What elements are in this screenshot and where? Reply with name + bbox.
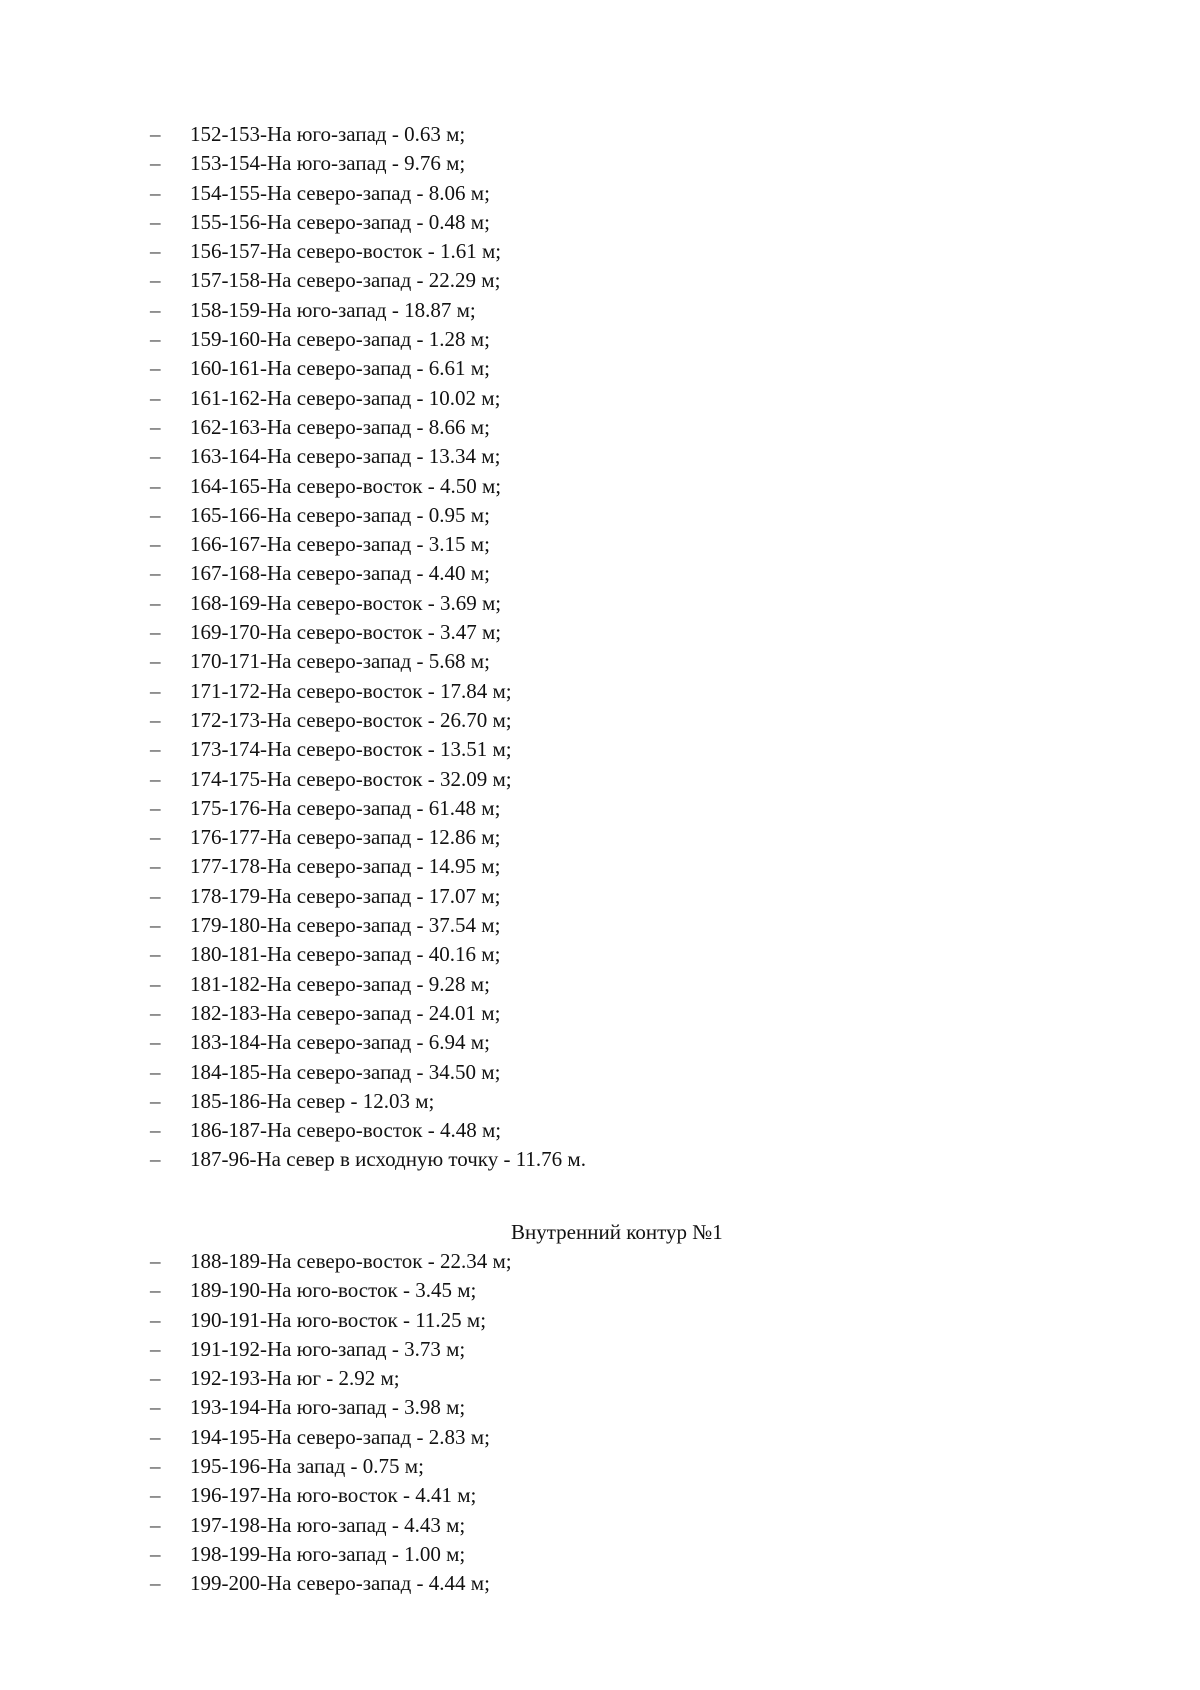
- bullet-dash: –: [150, 1030, 161, 1055]
- bullet-dash: –: [150, 1483, 161, 1508]
- list-item: [0, 472, 1200, 501]
- list-item: [0, 179, 1200, 208]
- list-item-text: 156-157-На северо-восток - 1.61 м;: [190, 239, 502, 264]
- bullet-dash: –: [150, 297, 161, 322]
- list-item: [0, 1276, 1200, 1305]
- list-item: [0, 442, 1200, 471]
- list-item: [0, 1028, 1200, 1057]
- list-item-text: 178-179-На северо-запад - 17.07 м;: [190, 883, 501, 908]
- list-item: [0, 1116, 1200, 1145]
- bullet-dash: –: [150, 151, 161, 176]
- list-item: [0, 589, 1200, 618]
- list-item-text: 199-200-На северо-запад - 4.44 м;: [190, 1571, 490, 1596]
- list-item-text: 159-160-На северо-запад - 1.28 м;: [190, 327, 490, 352]
- bullet-dash: –: [150, 1059, 161, 1084]
- list-item-text: 185-186-На север - 12.03 м;: [190, 1088, 435, 1113]
- list-item: [0, 1364, 1200, 1393]
- bullet-dash: –: [150, 1307, 161, 1332]
- bullet-dash: –: [150, 561, 161, 586]
- list-item-text: 187-96-На север в исходную точку - 11.76 м.: [190, 1147, 586, 1172]
- list-item: [0, 970, 1200, 999]
- list-item-text: 197-198-На юго-запад - 4.43 м;: [190, 1512, 466, 1537]
- list-item: [0, 237, 1200, 266]
- list-item: [0, 266, 1200, 295]
- bullet-dash: –: [150, 502, 161, 527]
- bullet-dash: –: [150, 854, 161, 879]
- bullet-dash: –: [150, 239, 161, 264]
- list-item: [0, 559, 1200, 588]
- list-item-text: 155-156-На северо-запад - 0.48 м;: [190, 209, 490, 234]
- list-item: [0, 325, 1200, 354]
- list-item-text: 176-177-На северо-запад - 12.86 м;: [190, 825, 501, 850]
- bullet-dash: –: [150, 883, 161, 908]
- bullet-dash: –: [150, 1000, 161, 1025]
- bullet-dash: –: [150, 327, 161, 352]
- list-item: [0, 1569, 1200, 1598]
- bullet-dash: –: [150, 825, 161, 850]
- bullet-dash: –: [150, 180, 161, 205]
- bullet-dash: –: [150, 1512, 161, 1537]
- bullet-dash: –: [150, 913, 161, 938]
- list-item-text: 195-196-На запад - 0.75 м;: [190, 1454, 424, 1479]
- list-item: [0, 1423, 1200, 1452]
- list-item-text: 198-199-На юго-запад - 1.00 м;: [190, 1541, 466, 1566]
- inner-contour-heading: [0, 1218, 1200, 1247]
- list-item-text: 171-172-На северо-восток - 17.84 м;: [190, 678, 512, 703]
- list-item: [0, 794, 1200, 823]
- bullet-dash: –: [150, 1278, 161, 1303]
- list-item: [0, 208, 1200, 237]
- list-item: [0, 1087, 1200, 1116]
- outer-contour-list: [0, 120, 1200, 1175]
- list-item: [0, 882, 1200, 911]
- bullet-dash: –: [150, 707, 161, 732]
- list-item-text: 179-180-На северо-запад - 37.54 м;: [190, 913, 501, 938]
- list-item: [0, 501, 1200, 530]
- list-item-text: 184-185-На северо-запад - 34.50 м;: [190, 1059, 501, 1084]
- list-item-text: 193-194-На юго-запад - 3.98 м;: [190, 1395, 466, 1420]
- list-item-text: 196-197-На юго-восток - 4.41 м;: [190, 1483, 477, 1508]
- list-item: [0, 413, 1200, 442]
- list-item-text: 158-159-На юго-запад - 18.87 м;: [190, 297, 476, 322]
- bullet-dash: –: [150, 1571, 161, 1596]
- list-item: [0, 852, 1200, 881]
- list-item: [0, 677, 1200, 706]
- list-item-text: 169-170-На северо-восток - 3.47 м;: [190, 620, 502, 645]
- list-item-text: 189-190-На юго-восток - 3.45 м;: [190, 1278, 477, 1303]
- bullet-dash: –: [150, 737, 161, 762]
- list-item: [0, 706, 1200, 735]
- bullet-dash: –: [150, 414, 161, 439]
- list-item: [0, 999, 1200, 1028]
- bullet-dash: –: [150, 532, 161, 557]
- list-item-text: 172-173-На северо-восток - 26.70 м;: [190, 707, 512, 732]
- list-item-text: 170-171-На северо-запад - 5.68 м;: [190, 649, 490, 674]
- inner-contour-list: [0, 1247, 1200, 1599]
- list-item: [0, 1452, 1200, 1481]
- bullet-dash: –: [150, 971, 161, 996]
- bullet-dash: –: [150, 678, 161, 703]
- list-item: [0, 911, 1200, 940]
- bullet-dash: –: [150, 444, 161, 469]
- list-item-text: 175-176-На северо-запад - 61.48 м;: [190, 795, 501, 820]
- list-item: [0, 354, 1200, 383]
- list-item-text: 186-187-На северо-восток - 4.48 м;: [190, 1118, 502, 1143]
- list-item: [0, 1306, 1200, 1335]
- list-item: [0, 765, 1200, 794]
- list-item: [0, 1145, 1200, 1174]
- bullet-dash: –: [150, 590, 161, 615]
- list-item-text: 163-164-На северо-запад - 13.34 м;: [190, 444, 501, 469]
- bullet-dash: –: [150, 942, 161, 967]
- list-item-text: 180-181-На северо-запад - 40.16 м;: [190, 942, 501, 967]
- bullet-dash: –: [150, 268, 161, 293]
- bullet-dash: –: [150, 356, 161, 381]
- list-item: [0, 1335, 1200, 1364]
- list-item-text: 161-162-На северо-запад - 10.02 м;: [190, 385, 501, 410]
- list-item-text: 173-174-На северо-восток - 13.51 м;: [190, 737, 512, 762]
- list-item: [0, 149, 1200, 178]
- list-item-text: 182-183-На северо-запад - 24.01 м;: [190, 1000, 501, 1025]
- bullet-dash: –: [150, 1541, 161, 1566]
- bullet-dash: –: [150, 1424, 161, 1449]
- bullet-dash: –: [150, 1454, 161, 1479]
- list-item-text: 154-155-На северо-запад - 8.06 м;: [190, 180, 490, 205]
- bullet-dash: –: [150, 385, 161, 410]
- list-item-text: 167-168-На северо-запад - 4.40 м;: [190, 561, 490, 586]
- bullet-dash: –: [150, 209, 161, 234]
- list-item: [0, 1481, 1200, 1510]
- bullet-dash: –: [150, 1147, 161, 1172]
- bullet-dash: –: [150, 122, 161, 146]
- list-item: [0, 735, 1200, 764]
- bullet-dash: –: [150, 795, 161, 820]
- list-item: [0, 384, 1200, 413]
- list-item-text: 192-193-На юг - 2.92 м;: [190, 1366, 400, 1391]
- inner-contour-heading-text: Внутренний контур №1: [511, 1220, 723, 1244]
- list-item-text: 181-182-На северо-запад - 9.28 м;: [190, 971, 490, 996]
- list-item-text: 174-175-На северо-восток - 32.09 м;: [190, 766, 512, 791]
- list-item-text: 152-153-На юго-запад - 0.63 м;: [190, 122, 466, 146]
- list-item: [0, 940, 1200, 969]
- list-item-text: 177-178-На северо-запад - 14.95 м;: [190, 854, 501, 879]
- list-item-text: 157-158-На северо-запад - 22.29 м;: [190, 268, 501, 293]
- list-item: [0, 1540, 1200, 1569]
- list-item-text: 168-169-На северо-восток - 3.69 м;: [190, 590, 502, 615]
- list-item: [0, 1511, 1200, 1540]
- bullet-dash: –: [150, 649, 161, 674]
- bullet-dash: –: [150, 1395, 161, 1420]
- list-item: [0, 296, 1200, 325]
- list-item-text: 160-161-На северо-запад - 6.61 м;: [190, 356, 490, 381]
- list-item-text: 188-189-На северо-восток - 22.34 м;: [190, 1249, 512, 1273]
- bullet-dash: –: [150, 766, 161, 791]
- list-item: [0, 1058, 1200, 1087]
- list-item: [0, 647, 1200, 676]
- list-item-text: 191-192-На юго-запад - 3.73 м;: [190, 1336, 466, 1361]
- list-item-text: 164-165-На северо-восток - 4.50 м;: [190, 473, 502, 498]
- list-item-text: 165-166-На северо-запад - 0.95 м;: [190, 502, 490, 527]
- list-item-text: 194-195-На северо-запад - 2.83 м;: [190, 1424, 490, 1449]
- list-item: [0, 618, 1200, 647]
- list-item-text: 190-191-На юго-восток - 11.25 м;: [190, 1307, 487, 1332]
- list-item-text: 162-163-На северо-запад - 8.66 м;: [190, 414, 490, 439]
- list-item: [0, 1247, 1200, 1276]
- bullet-dash: –: [150, 1088, 161, 1113]
- bullet-dash: –: [150, 1336, 161, 1361]
- bullet-dash: –: [150, 473, 161, 498]
- bullet-dash: –: [150, 1366, 161, 1391]
- list-item: [0, 1393, 1200, 1422]
- list-item-text: 153-154-На юго-запад - 9.76 м;: [190, 151, 466, 176]
- list-item: [0, 823, 1200, 852]
- list-item-text: 183-184-На северо-запад - 6.94 м;: [190, 1030, 490, 1055]
- list-item: [0, 530, 1200, 559]
- bullet-dash: –: [150, 1249, 161, 1273]
- bullet-dash: –: [150, 620, 161, 645]
- list-item-text: 166-167-На северо-запад - 3.15 м;: [190, 532, 490, 557]
- list-item: [0, 120, 1200, 149]
- bullet-dash: –: [150, 1118, 161, 1143]
